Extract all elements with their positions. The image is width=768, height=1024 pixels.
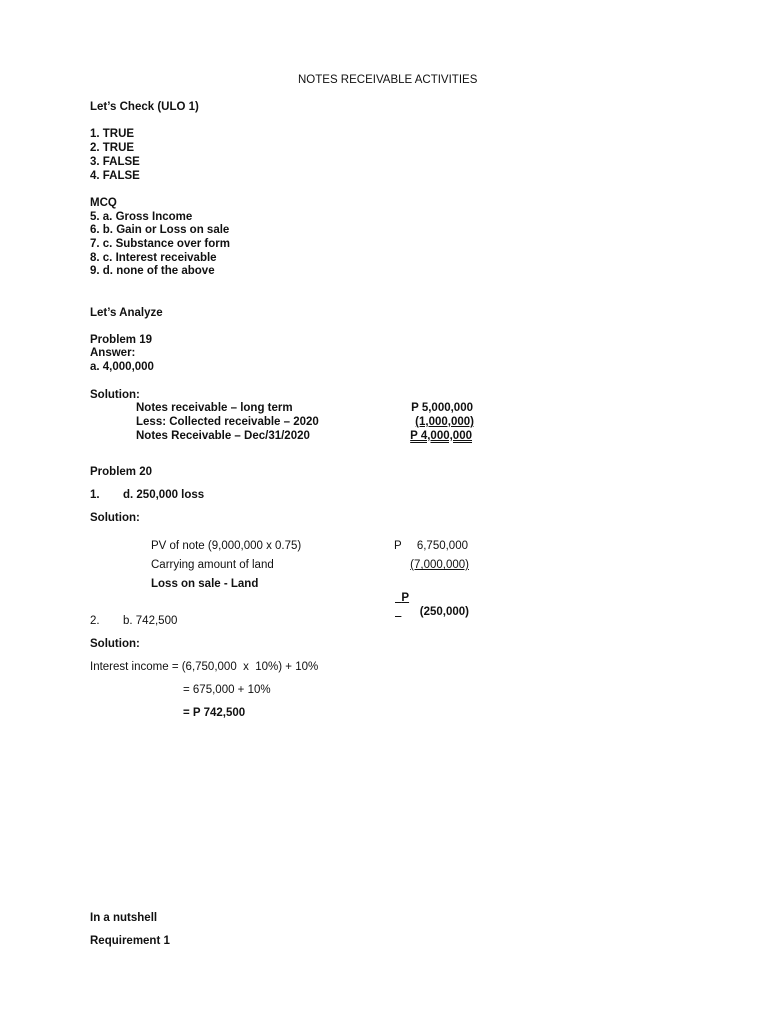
problem-20-q2-answer: b. 742,500	[123, 615, 178, 627]
p19-total-label: Notes Receivable – Dec/31/2020	[136, 430, 310, 442]
mcq-answer-9: 9. d. none of the above	[90, 265, 215, 277]
page-title: NOTES RECEIVABLE ACTIVITIES	[298, 74, 478, 86]
problem-20-q1-answer: d. 250,000 loss	[123, 489, 205, 501]
problem-19-answer-label: Answer:	[90, 347, 136, 359]
lets-analyze-heading: Let’s Analyze	[90, 307, 163, 319]
problem-19-answer: a. 4,000,000	[90, 361, 154, 373]
p20-row-amount: (7,000,000)	[410, 559, 469, 571]
p19-row-label: Notes receivable – long term	[136, 402, 293, 414]
problem-20-q1-number: 1.	[90, 489, 100, 501]
tf-answer-3: 3. FALSE	[90, 156, 140, 168]
problem-19-title: Problem 19	[90, 334, 152, 346]
mcq-answer-7: 7. c. Substance over form	[90, 238, 230, 250]
p20-total-amount: (250,000)	[419, 606, 469, 618]
p19-row-amount: P 5,000,000	[411, 402, 473, 414]
tf-answer-1: 1. TRUE	[90, 128, 135, 140]
interest-calc-line: Interest income = (6,750,000 x 10%) + 10%	[90, 661, 319, 673]
p19-total-amount: P 4,000,000	[410, 430, 472, 442]
p20-total-currency: P	[401, 592, 410, 604]
tf-answer-2: 2. TRUE	[90, 142, 135, 154]
problem-20-solution2-label: Solution:	[90, 638, 140, 650]
p20-row-amount: 6,750,000	[416, 540, 468, 552]
p20-row-label: Carrying amount of land	[151, 559, 274, 571]
mcq-answer-6: 6. b. Gain or Loss on sale	[90, 224, 230, 236]
problem-20-q2-number: 2.	[90, 615, 100, 627]
mcq-heading: MCQ	[90, 197, 117, 209]
p20-total-underline	[395, 577, 469, 619]
requirement-1-heading: Requirement 1	[90, 935, 170, 947]
interest-calc-line: = 675,000 + 10%	[183, 684, 271, 696]
p19-row-amount: (1,000,000)	[415, 416, 474, 428]
p20-total-label: Loss on sale - Land	[151, 578, 259, 590]
mcq-answer-8: 8. c. Interest receivable	[90, 252, 217, 264]
tf-answer-4: 4. FALSE	[90, 170, 140, 182]
lets-check-heading: Let’s Check (ULO 1)	[90, 101, 199, 113]
p20-row-currency: P	[394, 540, 402, 552]
problem-20-title: Problem 20	[90, 466, 152, 478]
nutshell-heading: In a nutshell	[90, 912, 158, 924]
p20-row-label: PV of note (9,000,000 x 0.75)	[151, 540, 302, 552]
problem-19-solution-label: Solution:	[90, 389, 140, 401]
p19-row-label: Less: Collected receivable – 2020	[136, 416, 319, 428]
problem-20-solution-label: Solution:	[90, 512, 140, 524]
mcq-answer-5: 5. a. Gross Income	[90, 211, 193, 223]
interest-calc-result: = P 742,500	[183, 707, 246, 719]
